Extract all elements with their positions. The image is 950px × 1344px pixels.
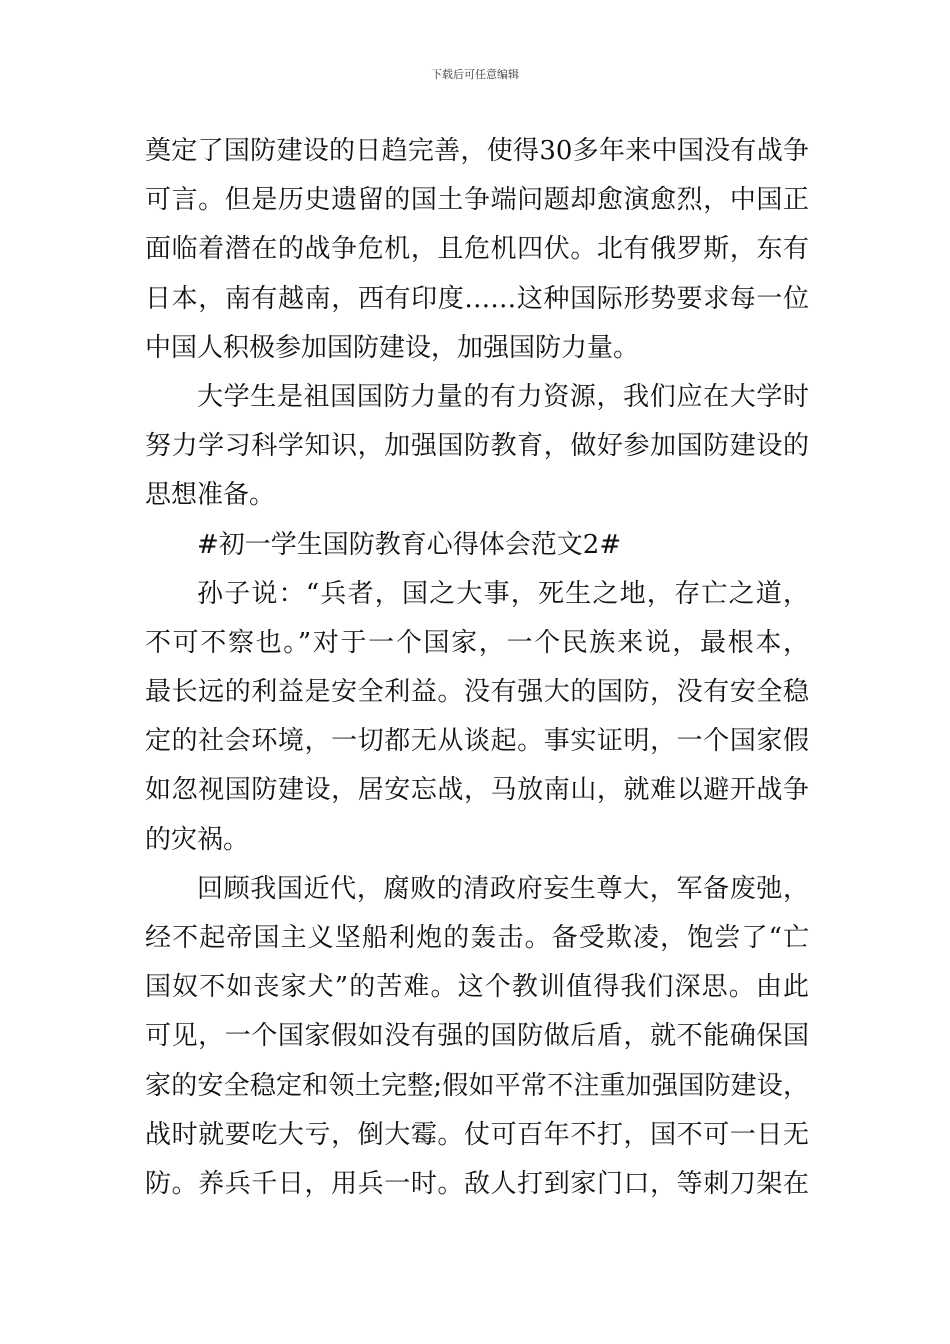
text-line: 日本，南有越南，西有印度……这种国际形势要求每一位 [145, 283, 809, 314]
text-line: 国奴不如丧家犬”的苦难。这个教训值得我们深思。由此 [145, 972, 809, 1003]
text-line: 可见，一个国家假如没有强的国防做后盾，就不能确保国 [145, 1021, 809, 1052]
text-line: 孙子说：“兵者，国之大事，死生之地，存亡之道， [197, 578, 809, 609]
document-body [145, 127, 809, 1209]
text-line: #初一学生国防教育心得体会范文2# [197, 529, 622, 560]
text-line: 经不起帝国主义坚船利炮的轰击。备受欺凌，饱尝了“亡 [145, 923, 809, 953]
text-line: 如忽视国防建设，居安忘战，马放南山，就难以避开战争 [145, 775, 809, 806]
text-line: 回顾我国近代，腐败的清政府妄生尊大，军备废弛， [197, 873, 809, 904]
text-line: 中国人积极参加国防建设，加强国防力量。 [145, 332, 640, 363]
text-line: 的灾祸。 [145, 824, 250, 855]
text-line: 不可不察也。”对于一个国家，一个民族来说，最根本， [145, 627, 809, 658]
text-line: 奠定了国防建设的日趋完善，使得30多年来中国没有战争 [145, 136, 809, 166]
text-line: 战时就要吃大亏，倒大霉。仗可百年不打，国不可一日无 [145, 1119, 809, 1150]
text-line: 努力学习科学知识，加强国防教育，做好参加国防建设的 [145, 431, 809, 462]
text-line: 防。养兵千日，用兵一时。敌人打到家门口，等刺刀架在 [145, 1168, 809, 1199]
text-line: 最长远的利益是安全利益。没有强大的国防，没有安全稳 [145, 677, 809, 708]
text-line: 定的社会环境，一切都无从谈起。事实证明，一个国家假 [145, 726, 809, 757]
text-line: 思想准备。 [145, 480, 276, 511]
text-line: 可言。但是历史遗留的国土争端问题却愈演愈烈，中国正 [145, 185, 809, 216]
text-line: 家的安全稳定和领土完整;假如平常不注重加强国防建设， [145, 1070, 809, 1101]
text-line: 大学生是祖国国防力量的有力资源，我们应在大学时 [197, 381, 809, 412]
page-header: 下载后可任意编辑 [431, 68, 519, 81]
text-line: 面临着潜在的战争危机，且危机四伏。北有俄罗斯，东有 [145, 234, 809, 265]
